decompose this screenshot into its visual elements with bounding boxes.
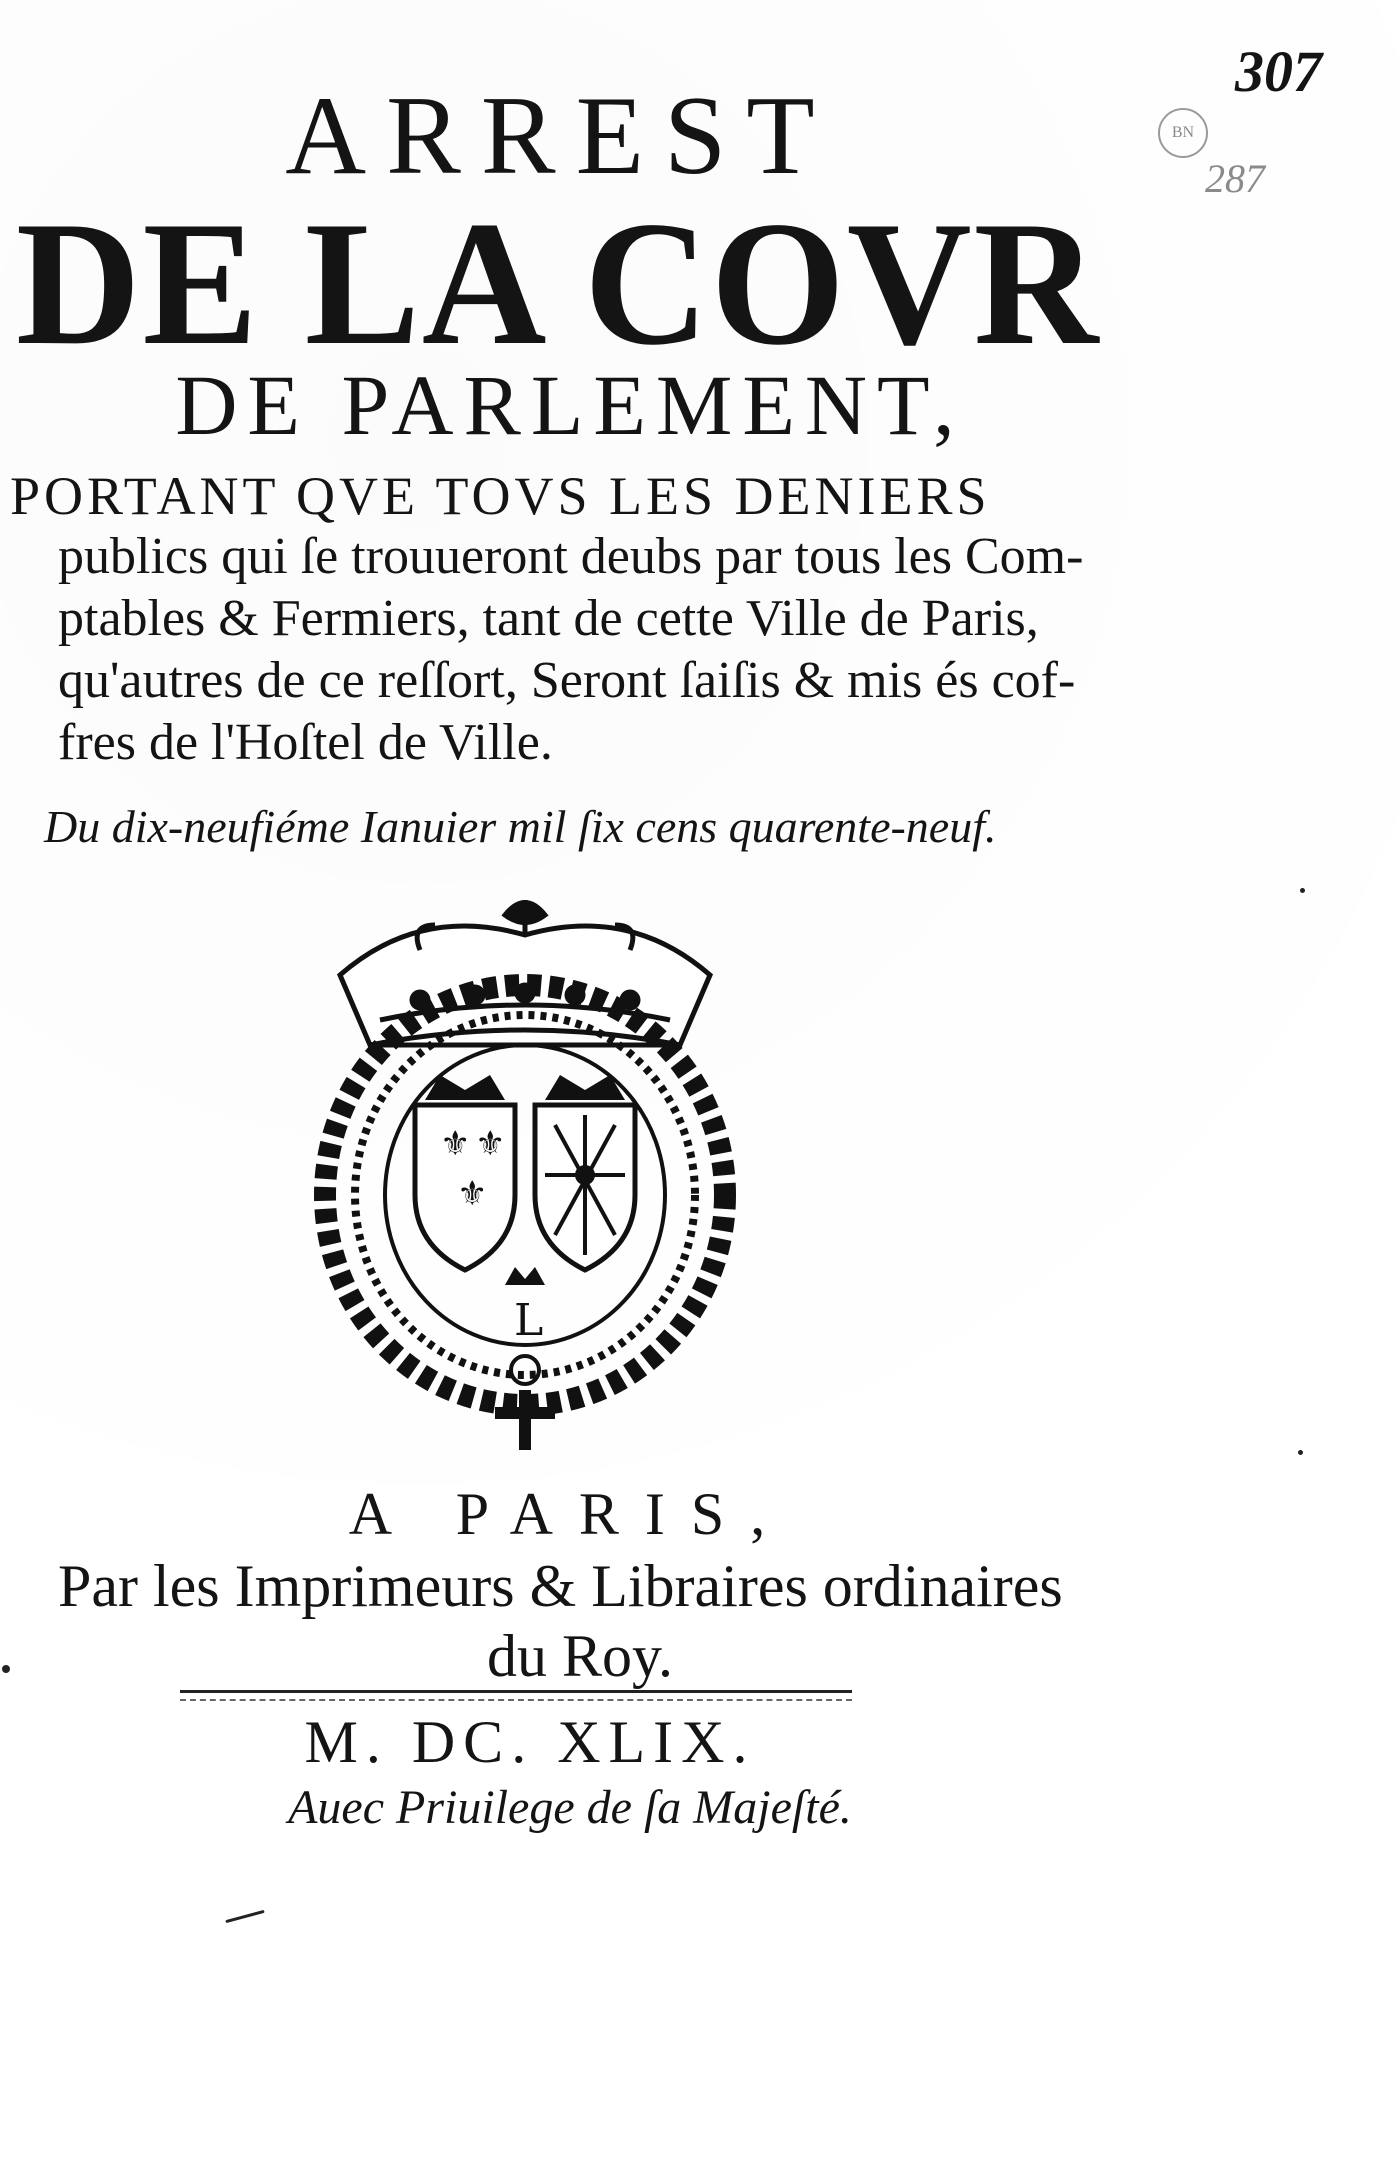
subtitle-line-1: PORTANT QVE TOVS LES DENIERS <box>10 466 991 526</box>
subtitle-line-5: fres de l'Hoſtel de Ville. <box>58 714 553 771</box>
svg-text:⚜: ⚜ <box>440 1124 471 1164</box>
ornamental-rule <box>180 1690 852 1701</box>
imprint-printer: Par les Imprimeurs & Libraires ordinaires <box>58 1553 1063 1619</box>
handwritten-folio-number: 307 <box>1235 39 1322 104</box>
svg-text:⚜: ⚜ <box>475 1124 506 1164</box>
ink-speck <box>2 1665 10 1673</box>
ink-stroke <box>225 1910 264 1923</box>
decree-date: Du dix-neufiéme Ianuier mil ſix cens quarente-neuf. <box>44 801 997 852</box>
library-stamp: BN <box>1158 108 1208 158</box>
title-de-la-cour: DE LA COVR <box>15 184 1101 382</box>
subtitle-line-2: publics qui ſe trouueront deubs par tous les Com- <box>58 528 1084 585</box>
imprint-printer-continued: du Roy. <box>486 1623 674 1689</box>
subtitle-line-3: ptables & Fermiers, tant de cette Ville de Paris, <box>58 590 1039 647</box>
title-de-parlement: DE PARLEMENT, <box>175 357 965 453</box>
title-arrest: ARREST <box>285 74 835 198</box>
royal-coat-of-arms-icon <box>300 895 750 1455</box>
subtitle-line-4: qu'autres de ce reſſort, Seront ſaiſis & mis és cof- <box>58 652 1076 709</box>
imprint-place: A PARIS, <box>348 1481 792 1547</box>
handwritten-shelfmark: 287 <box>1205 156 1265 201</box>
shield-france-icon <box>415 1105 515 1270</box>
shield-navarre-icon <box>535 1105 635 1270</box>
royal-privilege: Auec Priuilege de ſa Majeſté. <box>288 1781 852 1834</box>
ink-speck <box>1300 888 1305 893</box>
arms-monogram: L <box>514 1295 544 1346</box>
svg-text:⚜: ⚜ <box>457 1174 488 1214</box>
ink-speck <box>1298 1450 1303 1455</box>
imprint-year: M. DC. XLIX. <box>304 1709 756 1775</box>
